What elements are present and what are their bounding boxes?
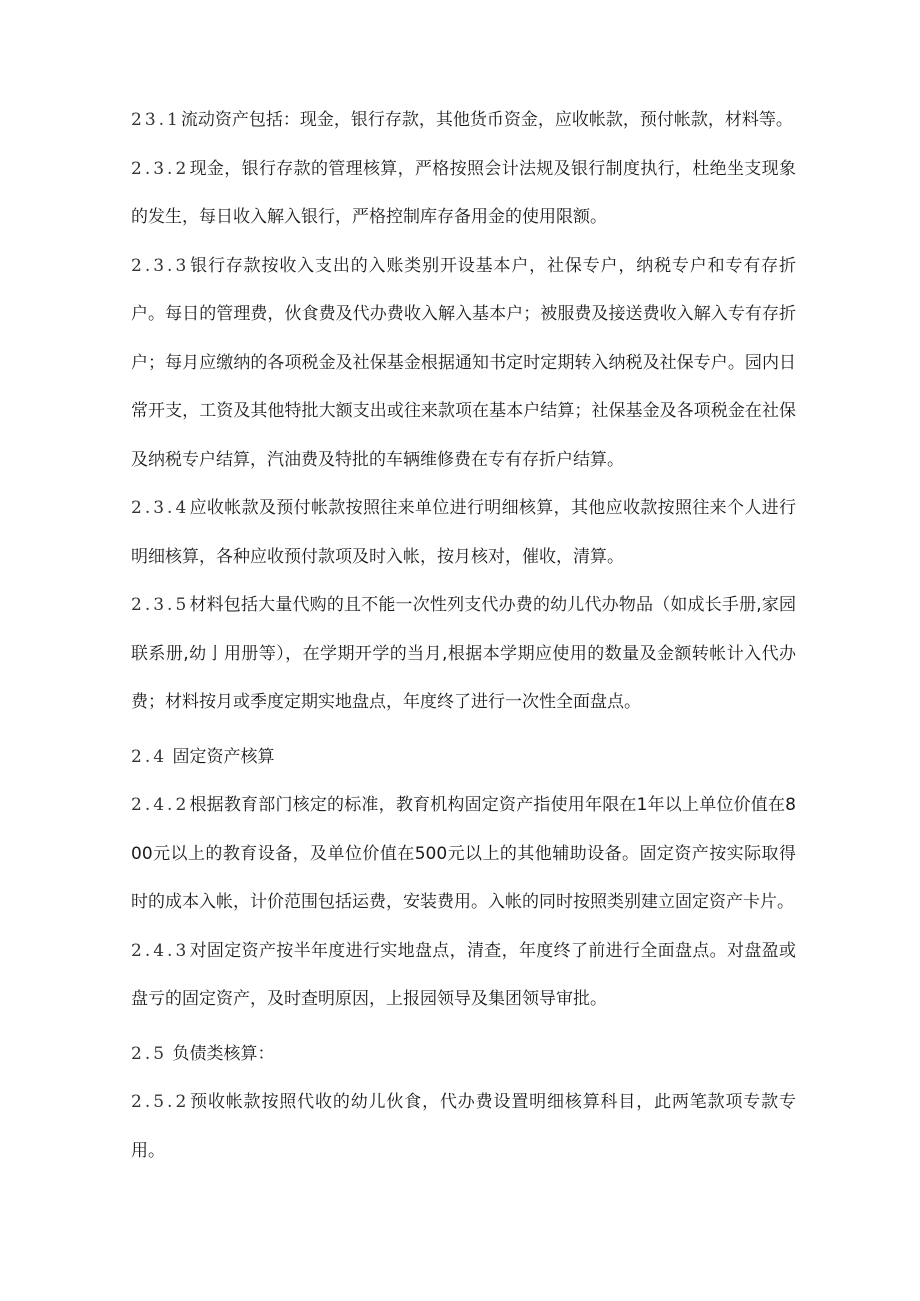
heading-text: 固定资产核算 xyxy=(167,746,275,767)
paragraph-2-3-3 xyxy=(131,242,796,485)
paragraph-2-3-2 xyxy=(131,145,796,242)
paragraph-text: 流动资产包括：现金，银行存款，其他货币资金，应收帐款，预付帐款，材料等。 xyxy=(180,110,793,130)
section-number: 2.4.2 xyxy=(131,795,190,815)
heading-text: 负债类核算： xyxy=(167,1043,275,1064)
document-page xyxy=(131,96,796,1175)
paragraph-2-3-5 xyxy=(131,581,796,727)
paragraph-text: 根据教育部门核定的标准，教育机构固定资产指使用年限在1年以上单位价值在800元以上的教育设备，及单位价值在500元以上的其他辅助设备。固定资产按实际取得时的成本入帐，计价范围包括运费，安装费用。入帐的同时按照类别建立固定资产卡片。 xyxy=(131,795,796,912)
section-number: 2.5 xyxy=(131,1043,168,1064)
paragraph-text: 材料包括大量代购的且不能一次性列支代办费的幼儿代办物品（如成长手册,家园联系册,幼亅用册等），在学期开学的当月,根据本学期应使用的数量及金额转帐计入代办费；材料按月或季度定期实地盘点，年度终了进行一次性全面盘点。 xyxy=(131,595,796,712)
section-number: 2.4.3 xyxy=(131,940,190,961)
section-number: 23.1 xyxy=(131,110,181,130)
paragraph-2-5-2 xyxy=(131,1078,796,1175)
paragraph-2-3-1 xyxy=(131,96,796,145)
section-heading-2-4 xyxy=(131,733,796,782)
paragraph-2-3-4 xyxy=(131,484,796,581)
section-number: 2.5.2 xyxy=(131,1092,190,1112)
section-number: 2.3.5 xyxy=(131,595,190,615)
section-number: 2.3.4 xyxy=(131,498,190,518)
paragraph-text: 对固定资产按半年度进行实地盘点，清查，年度终了前进行全面盘点。对盘盈或盘亏的固定资产，及时查明原因，上报园领导及集团领导审批。 xyxy=(131,940,796,1009)
paragraph-2-4-2 xyxy=(131,781,796,927)
paragraph-text: 现金，银行存款的管理核算，严格按照会计法规及银行制度执行，杜绝坐支现象的发生，每日收入解入银行，严格控制库存备用金的使用限额。 xyxy=(131,158,796,227)
paragraph-text: 预收帐款按照代收的幼儿伙食，代办费设置明细核算科目，此两笔款项专款专用。 xyxy=(131,1092,796,1161)
paragraph-2-4-3 xyxy=(131,927,796,1024)
section-number: 2.3.3 xyxy=(131,255,190,276)
section-heading-2-5 xyxy=(131,1030,796,1079)
paragraph-text: 银行存款按收入支出的入账类别开设基本户，社保专户，纳税专户和专有存折户。每日的管理费，伙食费及代办费收入解入基本户；被服费及接送费收入解入专有存折户；每月应缴纳的各项税金及社保基金根据通知书定时定期转入纳税及社保专户。园内日常开支，工资及其他特批大额支出或往来款项在基本户结算；社保基金及各项税金在社保及纳税专户结算，汽油费及特批的车辆维修费在专有存折户结算。 xyxy=(131,255,796,470)
paragraph-text: 应收帐款及预付帐款按照往来单位进行明细核算，其他应收款按照往来个人进行明细核算，各种应收预付款项及时入帐，按月核对，催收，清算。 xyxy=(131,498,796,567)
section-number: 2.3.2 xyxy=(131,158,190,179)
section-number: 2.4 xyxy=(131,746,168,767)
